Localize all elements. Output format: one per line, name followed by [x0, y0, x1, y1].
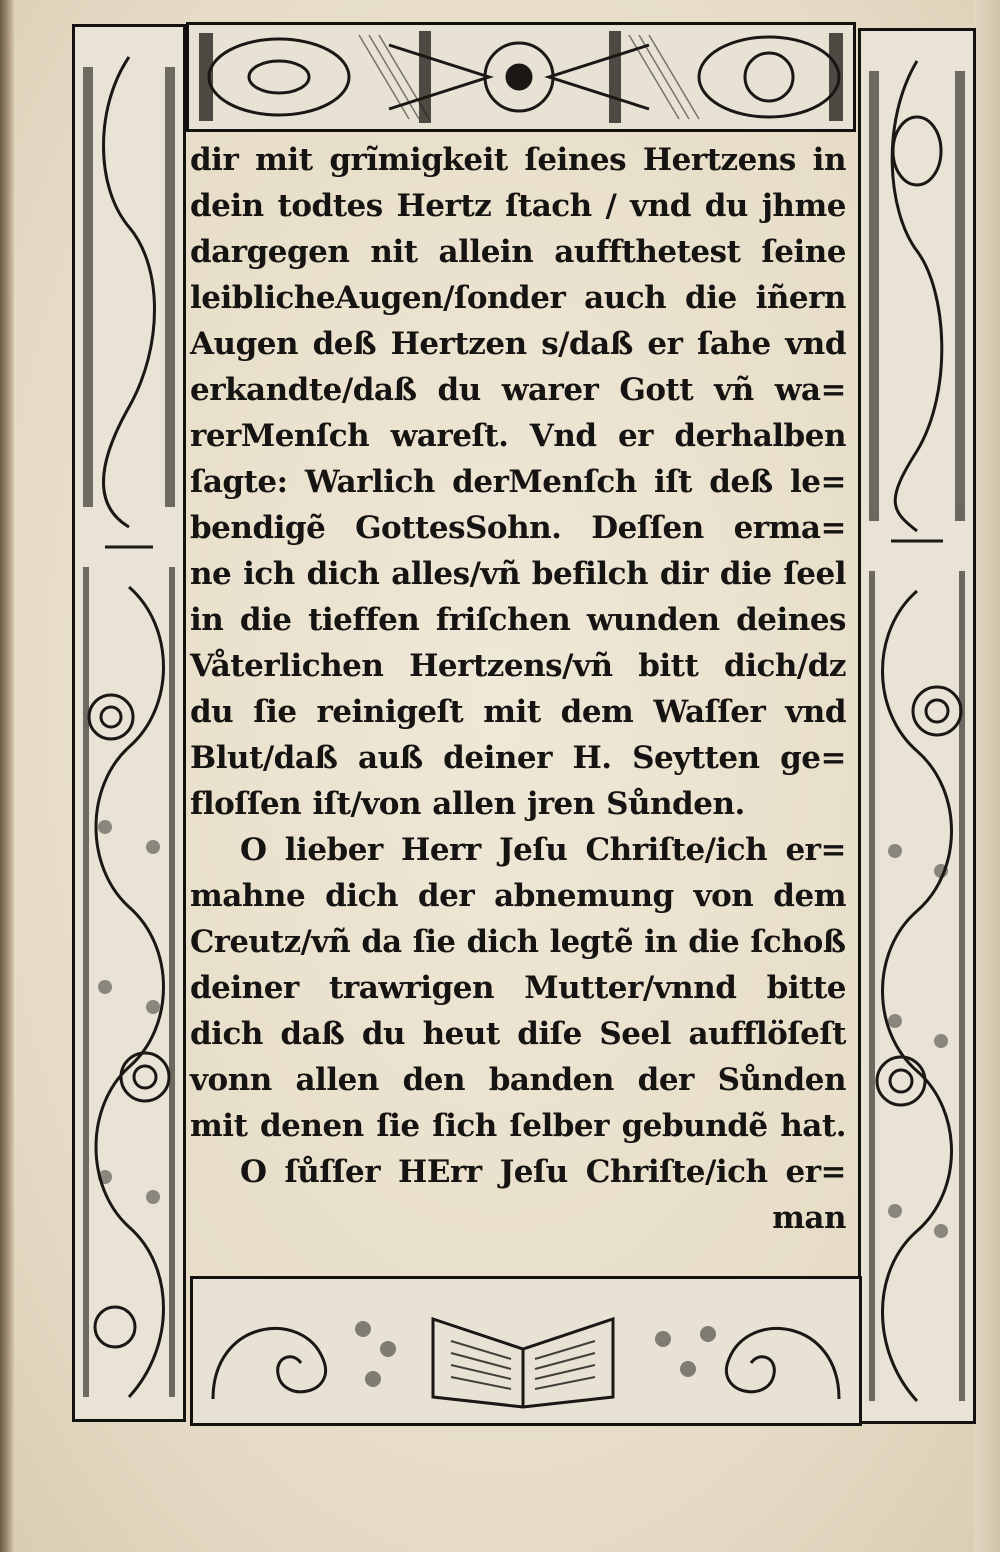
text-line: in die tieffen friſchen wunden deines [190, 602, 846, 638]
text-line: vonn allen den banden der Sůnden [190, 1062, 846, 1098]
text-line: dargegen nit allein auffthetest ſeine [190, 234, 846, 270]
text-line: ne ich dich alles/vñ befilch dir die ſeel [190, 556, 846, 592]
catchword: man [772, 1200, 846, 1236]
page-edge [974, 0, 1000, 1552]
text-line: bendigẽ GottesSohn. Deſſen erma= [190, 510, 846, 546]
text-line: dir mit grĩmigkeit ſeines Hertzens in [190, 142, 846, 178]
page-text-block [190, 140, 846, 1270]
text-line: mahne dich der abnemung von dem [190, 878, 846, 914]
text-line: du ſie reinigeſt mit dem Waſſer vnd [190, 694, 846, 730]
text-line: Blut/daß auß deiner H. Seytten ge= [190, 740, 846, 776]
text-line: erkandte/daß du warer Gott vñ wa= [190, 372, 846, 408]
text-line: O ſůſſer HErr Jeſu Chriſte/ich er= [240, 1154, 846, 1190]
woodcut-border-right [858, 28, 976, 1424]
text-line: ſagte: Warlich derMenſch iſt deß le= [190, 464, 846, 500]
text-line: Våterlichen Hertzens/vñ bitt dich/dz [190, 648, 846, 684]
woodcut-border-left [72, 24, 186, 1422]
text-line: rerMenſch wareſt. Vnd er derhalben [190, 418, 846, 454]
text-line: mit denen ſie ſich ſelber gebundẽ hat. [190, 1108, 846, 1144]
text-line: dein todtes Hertz ſtach / vnd du jhme [190, 188, 846, 224]
text-line: Creutz/vñ da ſie dich legtẽ in die ſchoß [190, 924, 846, 960]
text-line: Augen deß Hertzen s/daß er ſahe vnd [190, 326, 846, 362]
woodcut-border-bottom [190, 1276, 862, 1426]
text-line: O lieber Herr Jeſu Chriſte/ich er= [240, 832, 846, 868]
book-spine-shadow [0, 0, 14, 1552]
text-line: floſſen iſt/von allen jren Sůnden. [190, 786, 745, 822]
woodcut-border-top [186, 22, 856, 132]
text-line: dich daß du heut diſe Seel aufflöſeſt [190, 1016, 846, 1052]
text-line: deiner trawrigen Mutter/vnnd bitte [190, 970, 846, 1006]
text-line: leiblicheAugen/ſonder auch die iñern [190, 280, 846, 316]
